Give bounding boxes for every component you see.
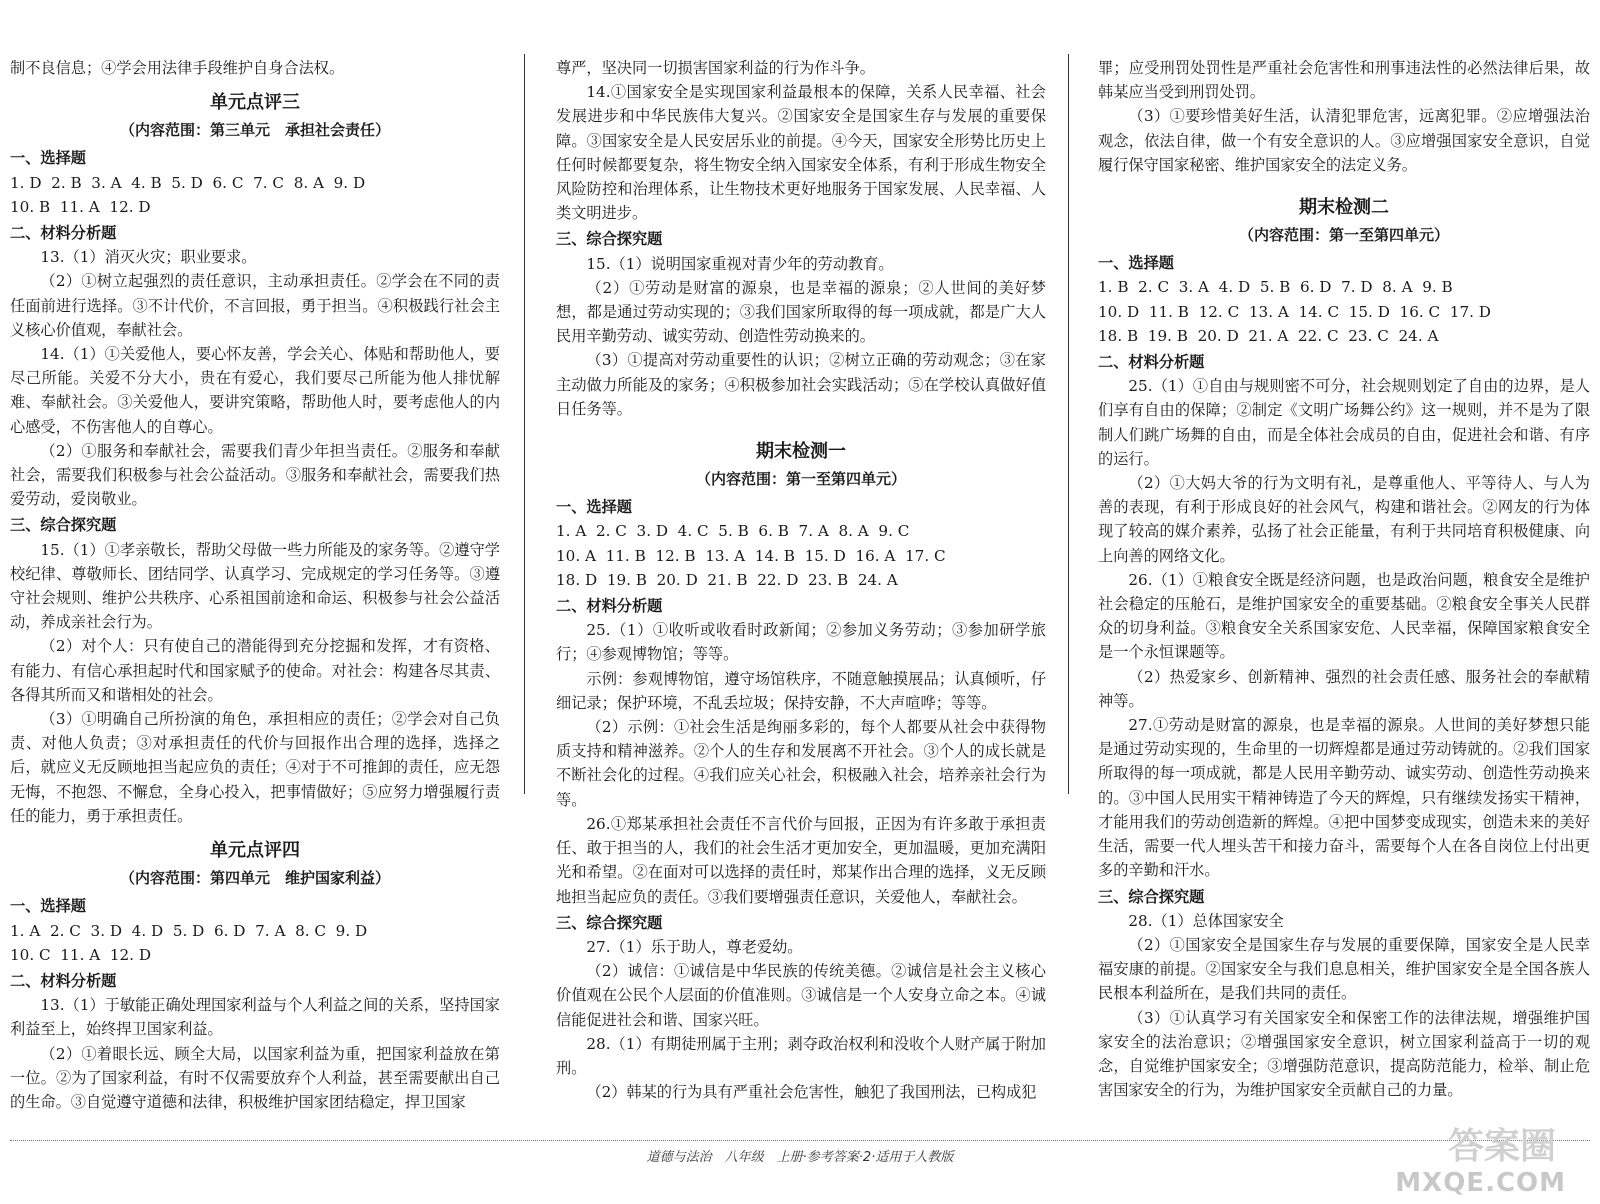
subsection-heading: 一、选择题 xyxy=(556,498,632,517)
answer-row: 10. B 11. A 12. D xyxy=(10,197,151,216)
column-left xyxy=(10,56,500,1114)
section-range: （内容范围：第三单元 承担社会责任） xyxy=(119,121,390,140)
paragraph: 27.①劳动是财富的源泉，也是幸福的源泉。人世间的美好梦想只能是通过劳动实现的，生命里的一切辉煌都是通过劳动铸就的。②我们国家所取得的每一项成就，都是人民用辛勤劳动、诚实劳动、创造性劳动换来的。③中国人民用实干精神铸造了今天的辉煌，只有继续发扬实干精神，才能用我们的劳动创造新的辉煌。④把中国梦变成现实，创造未来的美好生活，需要一代人埋头苦干和接力奋斗，需要每个人在各自岗位上付出更多的辛勤和汗水。 xyxy=(1098,716,1590,880)
answer-row: 10. D 11. B 12. C 13. A 14. C 15. D 16. C 17. D xyxy=(1098,302,1491,321)
answer-row: 18. B 19. B 20. D 21. A 22. C 23. C 24. A xyxy=(1098,326,1439,345)
subsection-heading: 二、材料分析题 xyxy=(10,224,117,243)
section-title: 期末检测一 xyxy=(756,441,846,463)
paragraph: 25.（1）①自由与规则密不可分，社会规则划定了自由的边界，是人们享有自由的保障；②制定《文明广场舞公约》这一规则，并不是为了限制人们跳广场舞的自由，而是全体社会成员的自由，促进社会和谐、有序的运行。 xyxy=(1098,377,1590,468)
section-title: 期末检测二 xyxy=(1299,197,1389,219)
paragraph: 27.（1）乐于助人，尊老爱幼。 xyxy=(586,937,803,956)
answer-row: 10. A 11. B 12. B 13. A 14. B 15. D 16. A 17. C xyxy=(556,546,946,565)
paragraph: （2）①服务和奉献社会，需要我们青少年担当责任。②服务和奉献社会，需要我们积极参与社会公益活动。③服务和奉献社会，需要我们热爱劳动，爱岗敬业。 xyxy=(10,441,500,509)
answer-row: 1. D 2. B 3. A 4. B 5. D 6. C 7. C 8. A 9. D xyxy=(10,173,366,192)
paragraph: （2）①劳动是财富的源泉，也是幸福的源泉；②人世间的美好梦想，都是通过劳动实现的；③我们国家所取得的每一项成就，都是广大人民用辛勤劳动、诚实劳动、创造性劳动换来的。 xyxy=(556,278,1046,346)
subsection-heading: 三、综合探究题 xyxy=(556,230,663,249)
answer-row: 1. A 2. C 3. D 4. D 5. D 6. D 7. A 8. C 9. D xyxy=(10,921,368,940)
paragraph: 尊严，坚决同一切损害国家利益的行为作斗争。 xyxy=(556,59,875,77)
section-range: （内容范围：第四单元 维护国家利益） xyxy=(119,869,390,888)
page-footer: 道德与法治 八年级 上册·参考答案·2·适用于人教版 xyxy=(646,1150,954,1165)
paragraph: （3）①认真学习有关国家安全和保密工作的法律法规，增强维护国家安全的法治意识；②增强国家安全意识，树立国家利益高于一切的观念，自觉维护国家安全；③增强防范意识，提高防范能力，检举、制止危害国家安全的行为，为维护国家安全贡献自己的力量。 xyxy=(1098,1008,1590,1100)
paragraph: 13.（1）于敏能正确处理国家利益与个人利益之间的关系，坚持国家利益至上，始终捍卫国家利益。 xyxy=(10,996,500,1039)
paragraph: 13.（1）消灭火灾；职业要求。 xyxy=(40,248,257,267)
paragraph: 25.（1）①收听或收看时政新闻；②参加义务劳动；③参加研学旅行；④参观博物馆；等等。 xyxy=(556,621,1046,664)
watermark xyxy=(1395,1118,1566,1198)
subsection-heading: 二、材料分析题 xyxy=(1098,353,1205,372)
column-right xyxy=(1098,56,1590,1102)
paragraph: 14.（1）①关爱他人，要心怀友善，学会关心、体贴和帮助他人，要尽己所能。关爱不分大小，贵在有爱心，我们要尽己所能为他人排忧解难、奉献社会。③关爱他人，要讲究策略，帮助他人时，要考虑他人的内心感受，不伤害他人的自尊心。 xyxy=(10,345,500,436)
column-divider xyxy=(1068,54,1069,794)
paragraph: （2）①国家安全是国家生存与发展的重要保障，国家安全是人民幸福安康的前提。②国家安全与我们息息相关，维护国家安全是全国各族人民根本利益所在，是我们共同的责任。 xyxy=(1098,935,1590,1003)
paragraph: （3）①提高对劳动重要性的认识；②树立正确的劳动观念；③在家主动做力所能及的家务；④积极参加社会实践活动；⑤在学校认真做好值日任务等。 xyxy=(556,351,1046,418)
subsection-heading: 二、材料分析题 xyxy=(10,971,117,990)
subsection-heading: 三、综合探究题 xyxy=(556,913,663,932)
answer-row: 18. D 19. B 20. D 21. B 22. D 23. B 24. A xyxy=(556,570,898,589)
section-range: （内容范围：第一至第四单元） xyxy=(695,470,906,489)
section-range: （内容范围：第一至第四单元） xyxy=(1238,226,1449,245)
answer-row: 1. A 2. C 3. D 4. C 5. B 6. B 7. A 8. A 9. C xyxy=(556,522,910,541)
subsection-heading: 二、材料分析题 xyxy=(556,597,663,616)
section-title: 单元点评四 xyxy=(210,840,300,862)
paragraph: （3）①要珍惜美好生活，认清犯罪危害，远离犯罪。②应增强法治观念，依法自律，做一个有安全意识的人。③应增强国家安全意识，自觉履行保守国家秘密、维护国家安全的法定义务。 xyxy=(1098,107,1590,174)
paragraph: 15.（1）说明国家重视对青少年的劳动教育。 xyxy=(586,254,894,273)
paragraph: （2）①树立起强烈的责任意识，主动承担责任。②学会在不同的责任面前进行选择。③不计代价，不言回报，勇于担当。④积极践行社会主义核心价值观，奉献社会。 xyxy=(10,272,500,339)
section-title: 单元点评三 xyxy=(210,92,300,114)
paragraph: 26.①郑某承担社会责任不言代价与回报，正因为有许多敢于承担责任、敢于担当的人，我们的社会生活才更加安全，更加温暖，更加充满阳光和希望。②在面对可以选择的责任时，郑某作出合理的选择，义无反顾地担当起应负的责任。③我们要增强责任意识，关爱他人，奉献社会。 xyxy=(556,814,1046,906)
paragraph: 26.（1）①粮食安全既是经济问题，也是政治问题，粮食安全是维护社会稳定的压舱石，是维护国家安全的重要基础。②粮食安全事关人民群众的切身利益。③粮食安全关系国家安危、人民幸福，保障国家粮食安全是一个永恒课题等。 xyxy=(1098,570,1590,662)
paragraph: （2）对个人：只有使自己的潜能得到充分挖掘和发挥，才有资格、有能力、有信心承担起时代和国家赋予的使命。对社会：构建各尽其责、各得其所而又和谐相处的社会。 xyxy=(10,637,500,704)
footer-divider xyxy=(10,1140,1590,1141)
answer-row: 10. C 11. A 12. D xyxy=(10,945,152,964)
paragraph: 罪；应受刑罚处罚性是严重社会危害性和刑事违法性的必然法律后果，故韩某应当受到刑罚处罚。 xyxy=(1098,59,1590,102)
subsection-heading: 三、综合探究题 xyxy=(1098,887,1205,906)
column-divider xyxy=(524,54,525,794)
column-middle xyxy=(556,56,1046,1104)
subsection-heading: 一、选择题 xyxy=(10,149,86,168)
paragraph: （3）①明确自己所扮演的角色，承担相应的责任；②学会对自己负责、对他人负责；③对承担责任的代价与回报作出合理的选择，选择之后，就应义无反顾地担当起应负的责任；④对于不可推卸的责任，应无怨无悔，不抱怨、不懈怠，全身心投入，把事情做好；⑤应努力增强履行责任的能力，勇于承担责任。 xyxy=(10,710,500,825)
paragraph: （2）诚信：①诚信是中华民族的传统美德。②诚信是社会主义核心价值观在公民个人层面的价值准则。③诚信是一个人安身立命之本。④诚信能促进社会和谐、国家兴旺。 xyxy=(556,962,1046,1029)
paragraph: （2）示例：①社会生活是绚丽多彩的，每个人都要从社会中获得物质支持和精神滋养。②个人的生存和发展离不开社会。③个人的成长就是不断社会化的过程。④我们应关心社会，积极融入社会，培养亲社会行为等。 xyxy=(556,718,1046,809)
answer-row: 1. B 2. C 3. A 4. D 5. B 6. D 7. D 8. A 9. B xyxy=(1098,278,1453,297)
subsection-heading: 一、选择题 xyxy=(10,897,86,916)
subsection-heading: 三、综合探究题 xyxy=(10,516,117,535)
watermark-site: MXQE.COM xyxy=(1395,1168,1566,1198)
paragraph: 28.（1）总体国家安全 xyxy=(1128,911,1284,930)
paragraph: 28.（1）有期徒刑属于主刑；剥夺政治权利和没收个人财产属于附加刑。 xyxy=(556,1034,1046,1077)
paragraph: 15.（1）①孝亲敬长，帮助父母做一些力所能及的家务等。②遵守学校纪律、尊敬师长、团结同学、认真学习、完成规定的学习任务等。③遵守社会规则、维护公共秩序、心系祖国前途和命运、积极参与社会公益活动，养成亲社会行为。 xyxy=(10,540,500,632)
paragraph: （2）韩某的行为具有严重社会危害性，触犯了我国刑法，已构成犯 xyxy=(586,1083,1037,1102)
paragraph: 制不良信息；④学会用法律手段维护自身合法权。 xyxy=(10,59,345,77)
watermark-logo: 答案圈 xyxy=(1447,1126,1556,1167)
paragraph: 14.①国家安全是实现国家利益最根本的保障，关系人民幸福、社会发展进步和中华民族伟大复兴。②国家安全是国家生存与发展的重要保障。③国家安全是人民安居乐业的前提。④今天，国家安全形势比历史上任何时候都要复杂，将生物安全纳入国家安全体系，有利于形成生物安全风险防控和治理体系，让生物技术更好地服务于国家发展、人民幸福、人类文明进步。 xyxy=(556,83,1046,223)
paragraph: （2）热爱家乡、创新精神、强烈的社会责任感、服务社会的奉献精神等。 xyxy=(1098,667,1590,710)
paragraph: （2）①大妈大爷的行为文明有礼，是尊重他人、平等待人、与人为善的表现，有利于形成良好的社会风气，构建和谐社会。②网友的行为体现了较高的媒介素养，弘扬了社会正能量，有利于共同培育积极健康、向上向善的网络文化。 xyxy=(1098,474,1590,565)
paragraph: 示例：参观博物馆，遵守场馆秩序，不随意触摸展品；认真倾听，仔细记录；保护环境，不乱丢垃圾；保持安静，不大声喧哗；等等。 xyxy=(556,669,1046,712)
paragraph: （2）①着眼长远、顾全大局，以国家利益为重，把国家利益放在第一位。②为了国家利益，有时不仅需要放弃个人利益，甚至需要献出自己的生命。③自觉遵守道德和法律，积极维护国家团结稳定，捍卫国家 xyxy=(10,1044,500,1111)
subsection-heading: 一、选择题 xyxy=(1098,254,1174,273)
